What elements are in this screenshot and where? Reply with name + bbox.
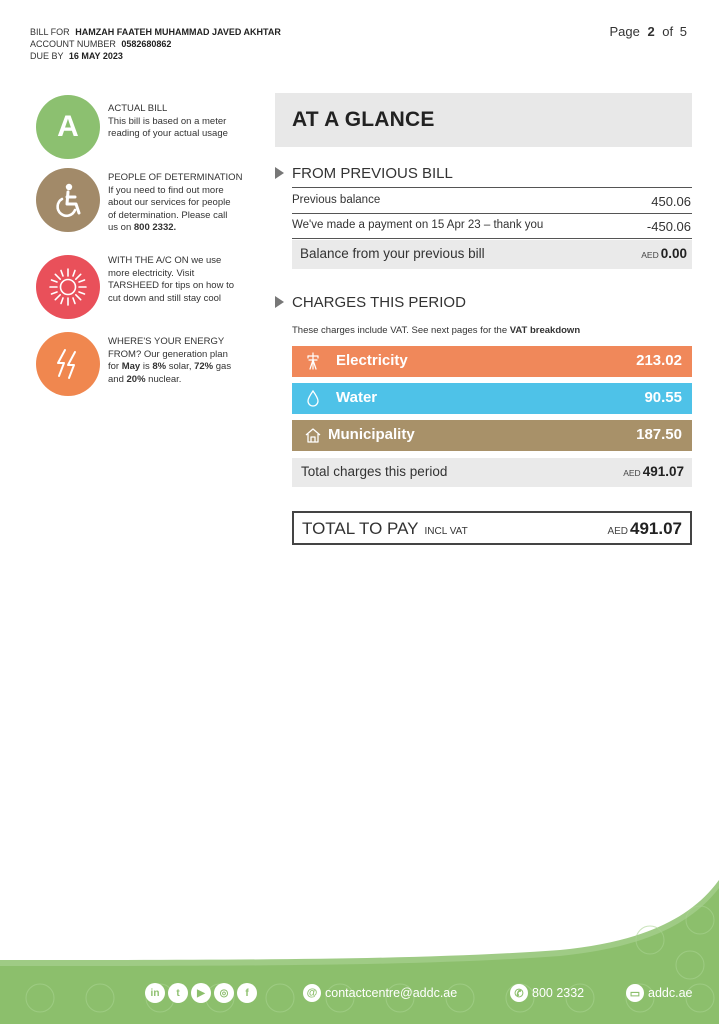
instagram-icon[interactable]: ◎ bbox=[214, 983, 234, 1003]
tip-text: is bbox=[142, 361, 150, 372]
tip-energy-source bbox=[36, 332, 266, 396]
lightning-icon bbox=[36, 332, 100, 396]
row-value bbox=[623, 464, 684, 479]
total-charges-row bbox=[292, 458, 692, 487]
payment-row bbox=[292, 219, 692, 234]
total-to-pay-label bbox=[302, 519, 468, 539]
water-drop-icon bbox=[304, 389, 322, 407]
tip-line: cut down and still stay cool bbox=[108, 292, 222, 304]
row-label: Balance from your previous bill bbox=[300, 246, 485, 261]
tip-title: ACTUAL BILL bbox=[108, 103, 168, 114]
due-date: 16 MAY 2023 bbox=[68, 51, 123, 61]
letter-a-icon bbox=[36, 95, 100, 159]
water-charge-bar bbox=[292, 383, 692, 414]
vat-note bbox=[292, 325, 580, 336]
customer-name: HAMZAH FAATEH MUHAMMAD JAVED AKHTAR bbox=[75, 27, 281, 37]
gas-percent: 72% bbox=[194, 361, 214, 372]
total-to-pay-value bbox=[607, 519, 682, 539]
phone-text: 800 2332 bbox=[532, 986, 585, 1000]
phone-link[interactable] bbox=[510, 984, 584, 1002]
page-of: of bbox=[662, 24, 674, 39]
tip-text: for bbox=[108, 361, 120, 372]
tip-line: If you need to find out more bbox=[108, 184, 224, 196]
tip-line: This bill is based on a meter bbox=[108, 115, 227, 127]
section-title: FROM PREVIOUS BILL bbox=[292, 165, 453, 182]
triangle-right-icon bbox=[275, 296, 284, 308]
account-line bbox=[30, 38, 281, 50]
electricity-pylon-icon bbox=[304, 352, 322, 370]
tip-text: and bbox=[108, 373, 124, 385]
account-number: 0582680862 bbox=[121, 39, 172, 49]
charge-amount: 90.55 bbox=[644, 389, 682, 406]
charges-heading bbox=[275, 294, 466, 311]
website-text: addc.ae bbox=[648, 986, 693, 1000]
tip-line: FROM? Our generation plan bbox=[108, 348, 228, 360]
row-value: 450.06 bbox=[651, 194, 691, 209]
charge-label: Municipality bbox=[328, 426, 415, 443]
tip-text: solar, bbox=[168, 361, 192, 372]
total-to-pay-box bbox=[292, 511, 692, 545]
due-line bbox=[30, 50, 281, 62]
page-prefix: Page bbox=[609, 24, 640, 39]
letter-a: A bbox=[57, 110, 79, 143]
email-text: contactcentre@addc.ae bbox=[325, 986, 458, 1000]
page-current: 2 bbox=[647, 24, 655, 39]
due-label: DUE BY bbox=[30, 51, 64, 61]
sun-icon bbox=[36, 255, 100, 319]
charge-label: Electricity bbox=[336, 352, 408, 369]
tip-text: nuclear. bbox=[148, 373, 182, 385]
footer-wave-background bbox=[0, 880, 719, 1024]
social-links bbox=[145, 983, 257, 1003]
phone-number: 800 2332. bbox=[133, 222, 177, 233]
tip-actual-bill bbox=[36, 95, 266, 159]
amount: 491.07 bbox=[630, 519, 682, 538]
label-sub: INCL VAT bbox=[424, 526, 468, 537]
charge-amount: 187.50 bbox=[636, 426, 682, 443]
facebook-icon[interactable]: f bbox=[237, 983, 257, 1003]
monitor-icon: ▭ bbox=[626, 984, 644, 1002]
divider bbox=[292, 238, 692, 239]
tip-line: about our services for people bbox=[108, 197, 231, 208]
bill-for-line bbox=[30, 26, 281, 38]
tip-line: more electricity. Visit bbox=[108, 267, 195, 279]
youtube-icon[interactable]: ▶ bbox=[191, 983, 211, 1003]
currency: AED bbox=[607, 526, 628, 537]
tip-title: WITH THE A/C ON we use bbox=[108, 255, 222, 266]
tip-ac-tarsheed bbox=[36, 255, 266, 319]
tip-line bbox=[108, 374, 258, 387]
nuclear-percent: 20% bbox=[126, 373, 146, 385]
footer bbox=[0, 880, 719, 1024]
email-link[interactable] bbox=[303, 984, 457, 1002]
bill-header bbox=[30, 26, 281, 62]
account-label: ACCOUNT NUMBER bbox=[30, 39, 116, 49]
twitter-icon[interactable]: t bbox=[168, 983, 188, 1003]
previous-balance-row bbox=[292, 194, 692, 209]
previous-balance-summary bbox=[292, 240, 692, 269]
tip-line: reading of your actual usage bbox=[108, 128, 228, 139]
at-a-glance-banner bbox=[275, 93, 692, 147]
solar-percent: 8% bbox=[152, 361, 167, 372]
row-label: Previous balance bbox=[292, 194, 381, 206]
divider bbox=[292, 187, 692, 188]
label-text: TOTAL TO PAY bbox=[302, 519, 419, 538]
plan-month: May bbox=[121, 361, 141, 372]
note-bold: VAT breakdown bbox=[509, 325, 581, 336]
municipality-charge-bar bbox=[292, 420, 692, 451]
electricity-charge-bar bbox=[292, 346, 692, 377]
row-label: Total charges this period bbox=[301, 464, 448, 479]
row-value bbox=[641, 246, 687, 261]
tip-line bbox=[108, 361, 258, 374]
page-number bbox=[609, 24, 687, 39]
linkedin-icon[interactable]: in bbox=[145, 983, 165, 1003]
row-label: We've made a payment on 15 Apr 23 – thank you bbox=[292, 219, 544, 231]
website-link[interactable] bbox=[626, 984, 692, 1002]
bill-for-label: BILL FOR bbox=[30, 27, 70, 37]
tip-text: us on bbox=[108, 222, 132, 233]
divider bbox=[292, 213, 692, 214]
amount: 0.00 bbox=[660, 246, 687, 261]
at-sign-icon: @ bbox=[303, 984, 321, 1002]
row-value: -450.06 bbox=[646, 219, 691, 234]
tip-line: of determination. Please call bbox=[108, 209, 228, 221]
section-title: CHARGES THIS PERIOD bbox=[292, 294, 466, 311]
phone-icon: ✆ bbox=[510, 984, 528, 1002]
currency: AED bbox=[623, 468, 641, 478]
at-a-glance-title: AT A GLANCE bbox=[292, 108, 435, 131]
wheelchair-icon bbox=[36, 168, 100, 232]
page-total: 5 bbox=[679, 24, 687, 39]
amount: 491.07 bbox=[642, 464, 684, 479]
triangle-right-icon bbox=[275, 167, 284, 179]
tip-title: WHERE'S YOUR ENERGY bbox=[108, 336, 225, 347]
currency: AED bbox=[641, 250, 659, 260]
charge-amount: 213.02 bbox=[636, 352, 682, 369]
tip-line bbox=[108, 222, 258, 235]
tip-title: PEOPLE OF DETERMINATION bbox=[108, 172, 243, 183]
tip-people-of-determination bbox=[36, 168, 266, 232]
house-icon bbox=[304, 426, 322, 444]
note-text: These charges include VAT. See next pages for the bbox=[292, 325, 508, 336]
tip-text: gas bbox=[215, 361, 232, 372]
charge-label: Water bbox=[336, 389, 378, 406]
tip-line: TARSHEED for tips on how to bbox=[108, 280, 235, 291]
previous-bill-heading bbox=[275, 165, 453, 182]
